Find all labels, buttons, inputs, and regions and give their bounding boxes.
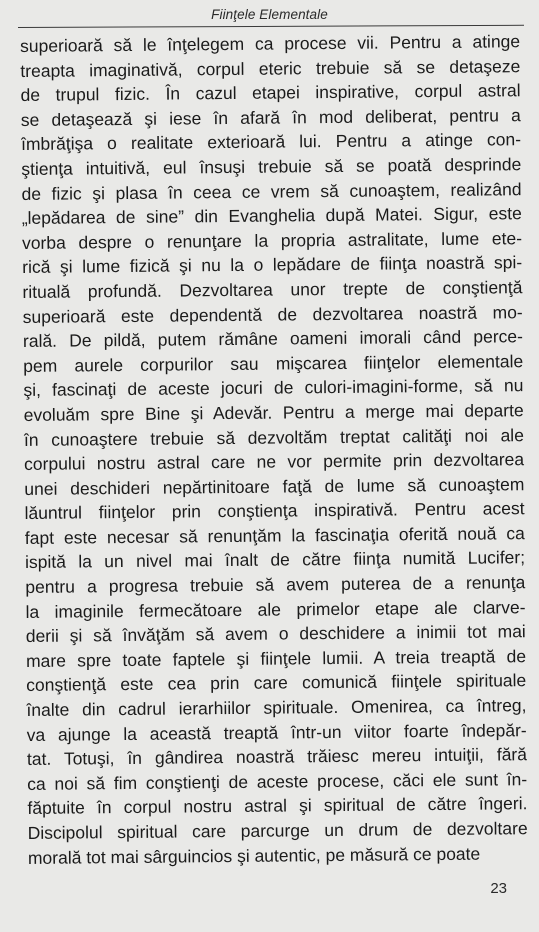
text-line: „lepădarea de sine” din Evanghelia după Matei. Sigur, este bbox=[21, 203, 522, 229]
running-header: Fiinţele Elementale bbox=[211, 7, 328, 22]
body-text bbox=[20, 29, 528, 870]
text-line: ispită la un nivel mai înalt de către fiinţa numită Lucifer; bbox=[24, 547, 526, 573]
text-line: se detaşează şi iese în afară în mod deliberat, pentru a bbox=[20, 104, 521, 130]
text-line: Discipolul spiritual care parcurge un drum de dezvoltare bbox=[27, 818, 528, 843]
text-line: derii şi să învăţăm să avem o deschidere a inimii tot mai bbox=[25, 621, 526, 647]
text-line: corpului nostru astral care ne vor permite prin dezvoltarea bbox=[24, 449, 525, 475]
text-line: vorba despre o renunţare la propria astralitate, lume ete- bbox=[21, 227, 523, 253]
text-line: făptuite în corpul nostru astral şi spiritual de către îngeri. bbox=[27, 793, 528, 819]
text-line: rituală profundă. Dezvoltarea unor trepte de conştienţă bbox=[22, 277, 523, 302]
header-rule bbox=[18, 25, 524, 28]
text-line: superioară este dependentă de dezvoltarea noastră mo- bbox=[22, 301, 523, 327]
text-line: de fizic şi plasa în ceea ce vrem să cunoaştem, realizând bbox=[21, 178, 522, 204]
text-line: mare spre toate faptele şi fiinţele lumii. A treia treaptă de bbox=[25, 646, 527, 671]
text-line: în cunoaştere trebuie să dezvoltăm treptat calităţi noi ale bbox=[23, 424, 524, 450]
text-line: la imaginile fermecătoare ale primelor etape ale clarve- bbox=[25, 596, 526, 622]
text-line: conştienţă este cea prin care comunică fiinţele spirituale bbox=[26, 670, 527, 696]
text-line: ştienţa intuitivă, eul însuşi trebuie să se poată desprinde bbox=[21, 154, 522, 179]
text-line: unei deschideri nepărtinitoare faţă de lume să cunoaştem bbox=[24, 473, 525, 499]
text-line: ca noi să fim conştienţi de aceste procese, căci ele sunt în- bbox=[27, 768, 528, 794]
text-line: şi, fascinaţi de aceste jocuri de culori-imagini-forme, să nu bbox=[23, 375, 524, 401]
text-line: pem aurele corpurilor sau mişcarea fiinţelor elementale bbox=[23, 350, 524, 376]
text-line: îmbrăţişa o realitate exterioară lui. Pentru a atinge con- bbox=[20, 129, 522, 155]
text-line: rală. De pildă, putem rămâne oameni imorali când perce- bbox=[22, 326, 524, 352]
text-line: treapta imaginativă, corpul eteric trebuie să se detaşeze bbox=[20, 55, 521, 81]
text-line: superioară să le înţelegem ca procese vii. Pentru a atinge bbox=[20, 31, 521, 56]
text-line: de trupul fizic. În cazul etapei inspirative, corpul astral bbox=[20, 80, 521, 106]
text-line: înalte din cadrul ierarhiilor spirituale. Omenirea, ca întreg, bbox=[26, 695, 527, 720]
text-line: pentru a progresa trebuie să avem puterea de a renunţa bbox=[25, 572, 526, 598]
text-line: rică şi lume fizică şi nu la o lepădare de fiinţa noastră spi- bbox=[22, 252, 523, 278]
text-line: morală tot mai sârguincios şi autentic, pe măsură ce poate bbox=[27, 843, 481, 868]
text-line: fapt este necesar să renunţăm la fascinaţia oferită nouă ca bbox=[24, 523, 525, 548]
text-line: lăuntrul fiinţelor prin conştienţa inspirativă. Pentru acest bbox=[24, 498, 525, 524]
text-line: tat. Totuşi, în gândirea noastră trăiesc mereu intuiţii, fără bbox=[26, 744, 528, 770]
text-line: evoluăm spre Bine şi Adevăr. Pentru a merge mai departe bbox=[23, 400, 524, 425]
page-number: 23 bbox=[490, 880, 507, 897]
text-line: va ajunge la această treaptă într-un viitor foarte îndepăr- bbox=[26, 719, 527, 745]
